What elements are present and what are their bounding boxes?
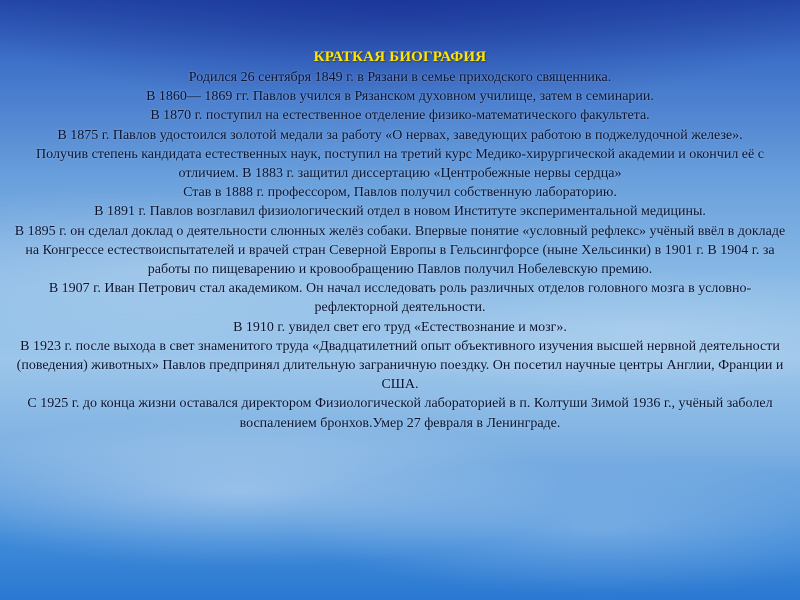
biography-paragraph-medal: В 1875 г. Павлов удостоился золотой медали за работу «О нервах, заведующих работою в поджелудочной железе». xyxy=(57,127,743,143)
biography-paragraph-school: В 1860— 1869 гг. Павлов учился в Рязанском духовном училище, затем в семинарии. xyxy=(146,89,654,105)
biography-paragraph-university: В 1870 г. поступил на естественное отделение физико-математического факультета. xyxy=(150,108,650,124)
biography-paragraph-academy: Получив степень кандидата естественных наук, поступил на третий курс Медико-хирургической академии и окончил её с отличием. В 1883 г. защитил диссертацию «Центробежные нервы сердца» xyxy=(36,146,764,182)
biography-paragraph-institute: В 1891 г. Павлов возглавил физиологический отдел в новом Институте экспериментальной медицины. xyxy=(94,204,706,220)
biography-paragraph-academician: В 1907 г. Иван Петрович стал академиком. Он начал исследовать роль различных отделов головного мозга в условно-рефлекторной деятельности. xyxy=(48,281,752,316)
slide-title: КРАТКАЯ БИОГРАФИЯ xyxy=(313,49,487,65)
biography-paragraph-book: В 1910 г. увидел свет его труд «Естествознание и мозг». xyxy=(233,319,567,335)
biography-paragraph-travel: В 1923 г. после выхода в свет знаменитого труда «Двадцатилетний опыт объективного изучения высшей нервной деятельности (поведения) животных» Павлов предпринял длительную заграничную поездку. Он посетил научные центры Англии, Франции и США. xyxy=(16,338,784,393)
biography-paragraph-birth: Родился 26 сентября 1849 г. в Рязани в семье приходского священника. xyxy=(188,70,612,85)
biography-paragraph-professor: Став в 1888 г. профессором, Павлов получил собственную лабораторию. xyxy=(183,185,617,201)
biography-paragraph-nobel: В 1895 г. он сделал доклад о деятельности слюнных желёз собаки. Впервые понятие «условный рефлекс» учёный ввёл в докладе на Конгрессе естествоиспытателей и врачей стран Северной Европы в Гельсингфорсе (ныне Хельсинки) в 1901 г. В 1904 г. за работы по пищеварению и кровообращению Павлов получил Нобелевскую премию. xyxy=(14,223,786,278)
biography-paragraph-death: С 1925 г. до конца жизни оставался директором Физиологической лабораторией в п. Колтуши Зимой 1936 г., учёный заболел воспалением бронхов.Умер 27 февраля в Ленинграде. xyxy=(27,396,773,431)
biography-text-block xyxy=(8,46,792,433)
